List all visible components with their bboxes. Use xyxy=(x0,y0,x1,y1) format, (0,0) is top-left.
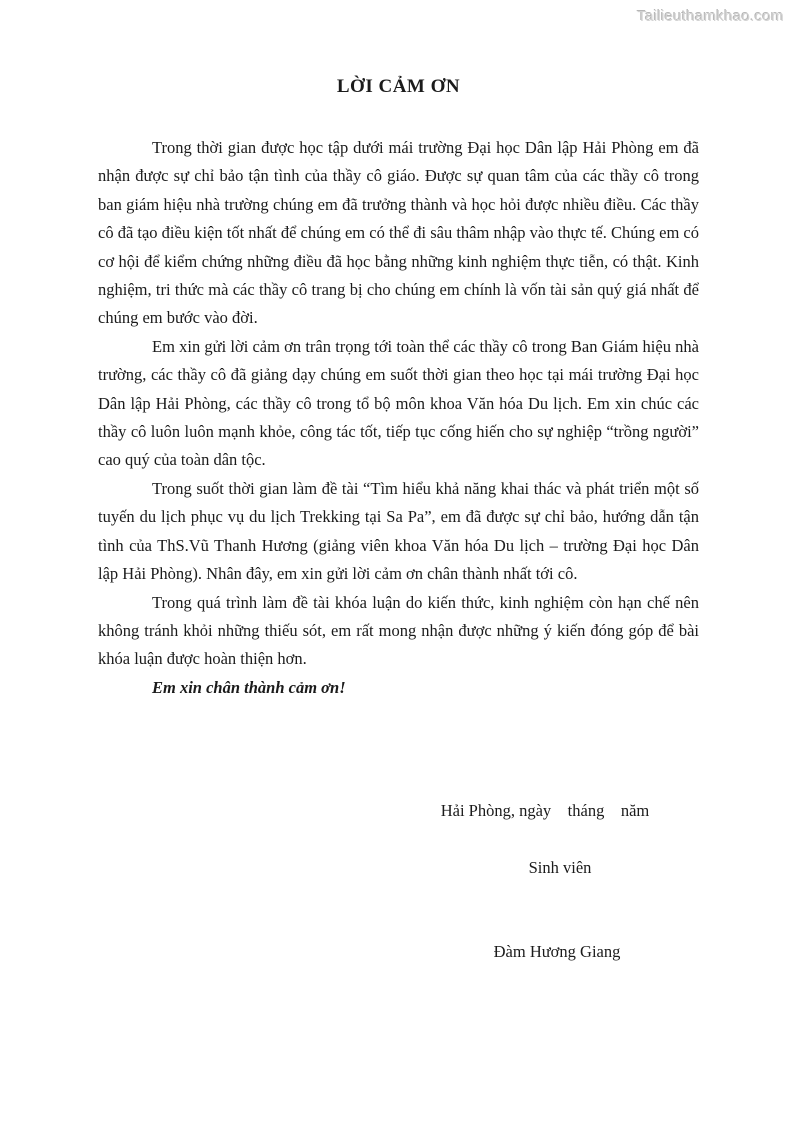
page-content xyxy=(98,0,699,702)
signature-place-date: Hải Phòng, ngày tháng năm xyxy=(440,801,650,820)
signature-role: Sinh viên xyxy=(528,858,592,877)
paragraph-thesis-topic: Trong suốt thời gian làm đề tài “Tìm hiểu khả năng khai thác và phát triển một số tuyến du lịch phục vụ du lịch Trekking tại Sa Pa”, em đã được sự chỉ bảo, hướng dẫn tận tình của ThS.Vũ Thanh Hương (giảng viên khoa Văn hóa Du lịch – trường Đại học Dân lập Hải Phòng). Nhân đây, em xin gửi lời cảm ơn chân thành nhất tới cô. xyxy=(98,478,699,584)
page-title: LỜI CẢM ƠN xyxy=(336,76,461,97)
paragraph-gratitude-school: Trong thời gian được học tập dưới mái trường Đại học Dân lập Hải Phòng em đã nhận được sự chỉ bảo tận tình của thầy cô giáo. Được sự quan tâm của các thầy cô trong ban giám hiệu nhà trường chúng em đã trưởng thành và học hỏi được nhiều điều. Các thầy cô đã tạo điều kiện tốt nhất để chúng em có thể đi sâu thâm nhập vào thực tế. Chúng em có cơ hội để kiểm chứng những điều đã học bằng những kinh nghiệm thực tiễn, có thật. Kinh nghiệm, tri thức mà các thầy cô trang bị cho chúng em chính là vốn tài sản quý giá nhất để chúng em bước vào đời. xyxy=(98,138,699,328)
paragraph-thanks-teachers: Em xin gửi lời cảm ơn trân trọng tới toàn thể các thầy cô trong Ban Giám hiệu nhà trường, các thầy cô đã giảng dạy chúng em suốt thời gian theo học tại mái trường Đại học Dân lập Hải Phòng, các thầy cô trong tổ bộ môn khoa Văn hóa Du lịch. Em xin chúc các thầy cô luôn luôn mạnh khỏe, công tác tốt, tiếp tục cống hiến cho sự nghiệp “trồng người” cao quý của toàn dân tộc. xyxy=(98,336,699,470)
signature-name: Đàm Hương Giang xyxy=(493,942,621,961)
closing-statement: Em xin chân thành cảm ơn! xyxy=(152,677,346,697)
site-watermark: Tailieuthamkhao.com xyxy=(637,8,784,25)
paragraph-limitations: Trong quá trình làm đề tài khóa luận do kiến thức, kinh nghiệm còn hạn chế nên không tránh khỏi những thiếu sót, em rất mong nhận được những ý kiến đóng góp để bài khóa luận được hoàn thiện hơn. xyxy=(98,592,699,669)
